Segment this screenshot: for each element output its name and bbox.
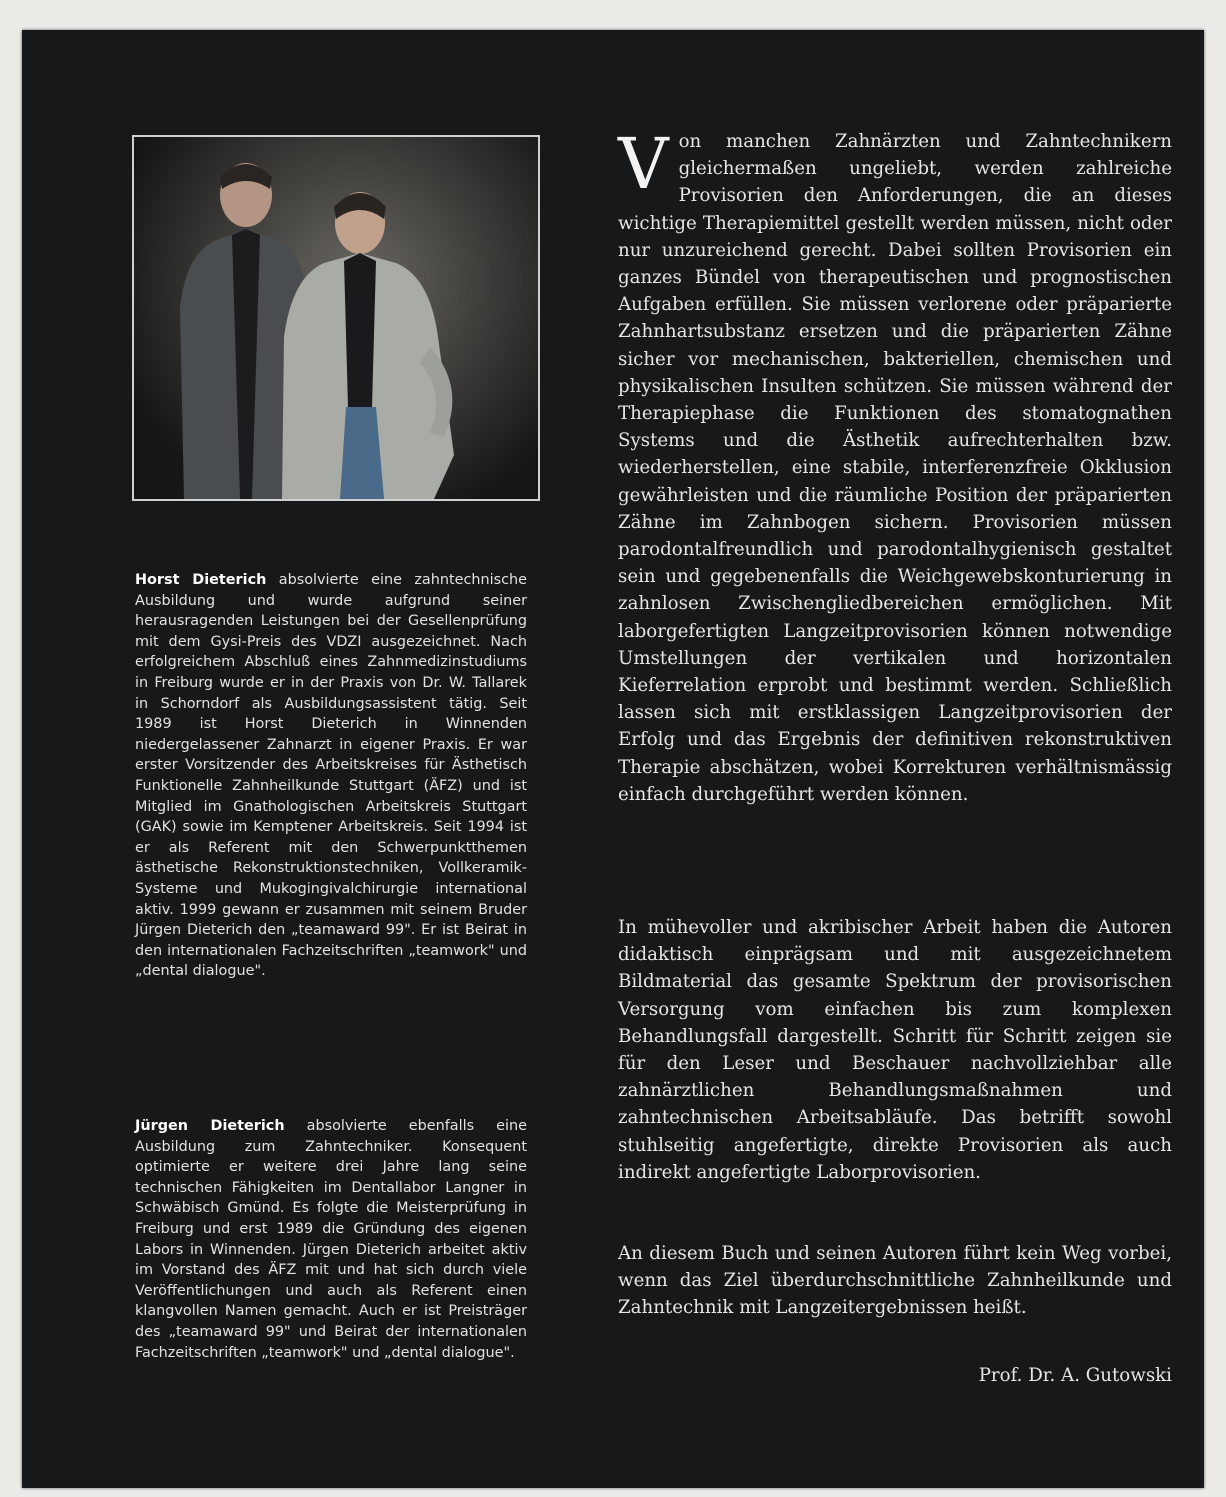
bio-juergen-name: Jürgen Dieterich	[135, 1118, 285, 1134]
author-photo-illustration	[134, 137, 538, 499]
bio-juergen-dieterich	[135, 1116, 527, 1363]
preface-paragraph-1-text: on manchen Zahnärzten und Zahntechnikern gleichermaßen ungeliebt, werden zahlreiche Provisorien den Anforderungen, die an dieses wichtige Therapiemittel gestellt werden müssen, nicht oder nur unzureichend gerecht. Dabei sollten Provisorien ein ganzes Bündel von therapeutischen und prognostischen Aufgaben erfüllen. Sie müssen verlorene oder präparierte Zahnhartsubstanz ersetzen und die präparierten Zähne sicher vor mechanischen, bakteriellen, chemischen und physikalischen Insulten schützen. Sie müssen während der Therapiephase die Funktionen des stomatognathen Systems und die Ästhetik aufrechterhalten bzw. wiederherstellen, eine stabile, interferenzfreie Okklusion gewährleisten und die räumliche Position der präparierten Zähne im Zahnbogen sichern. Provisorien müssen parodontalfreundlich und parodontalhygienisch gestaltet sein und gegebenenfalls die Weichgewebskonturierung in zahnlosen Zwischengliedbereichen ermöglichen. Mit laborgefertigten Langzeitprovisorien können notwendige Umstellungen der vertikalen und horizontalen Kieferrelation erprobt und bestimmt werden. Schließlich lassen sich mit erstklassigen Langzeitprovisorien der Erfolg und das Ergebnis der definitiven rekonstruktiven Therapie abschätzen, wobei Korrekturen verhältnismässig einfach durchgeführt werden können.	[618, 131, 1172, 805]
preface-signature: Prof. Dr. A. Gutowski	[978, 1365, 1172, 1386]
preface-paragraph-3: An diesem Buch und seinen Autoren führt kein Weg vorbei, wenn das Ziel überdurchschnittliche Zahnheilkunde und Zahntechnik mit Langzeitergebnissen heißt.	[618, 1243, 1172, 1319]
preface-paragraph-2: In mühevoller und akribischer Arbeit haben die Autoren didaktisch einprägsam und mit ausgezeichnetem Bildmaterial das gesamte Spektrum der provisorischen Versorgung vom einfachen bis zum komplexen Behandlungsfall dargestellt. Schritt für Schritt zeigen sie für den Leser und Beschauer nachvollziehbar alle zahnärztlichen Behandlungsmaßnahmen und zahntechnischen Arbeitsabläufe. Das betrifft sowohl stuhlseitig angefertigte, direkte Provisorien als auch indirekt angefertigte Laborprovisorien.	[618, 917, 1172, 1183]
bio-horst-text: absolvierte eine zahntechnische Ausbildung und wurde aufgrund seiner herausragenden Leistungen bei der Gesellenprüfung mit dem Gysi-Preis des VDZI ausgezeichnet. Nach erfolgreichem Abschluß eines Zahnmedizinstudiums in Freiburg wurde er in der Praxis von Dr. W. Tallarek in Schorndorf als Ausbildungsassistent tätig. Seit 1989 ist Horst Dieterich in Winnenden niedergelassener Zahnarzt in eigener Praxis. Er war erster Vorsitzender des Arbeitskreises für Ästhetisch Funktionelle Zahnheilkunde Stuttgart (ÄFZ) und ist Mitglied im Gnathologischen Arbeitskreis Stuttgart (GAK) sowie im Kemptener Arbeitskreis. Seit 1994 ist er als Referent mit den Schwerpunktthemen ästhetische Rekonstruktionstechniken, Vollkeramik-Systeme und Mukogingivalchirurgie international aktiv. 1999 gewann er zusammen mit seinem Bruder Jürgen Dieterich den „teamaward 99". Er ist Beirat in den internationalen Fachzeitschriften „teamwork" und „dental dialogue".	[135, 572, 527, 980]
bio-horst-name: Horst Dieterich	[135, 572, 267, 588]
dropcap-letter: V	[618, 123, 669, 205]
author-photo	[132, 135, 540, 501]
preface-paragraph-1	[618, 123, 1172, 808]
bio-juergen-text: absolvierte ebenfalls eine Ausbildung zum Zahntechniker. Konsequent optimierte er weitere drei Jahre lang seine technischen Fähigkeiten im Dentallabor Langner in Schwäbisch Gmünd. Es folgte die Meisterprüfung in Freiburg und erst 1989 die Gründung des eigenen Labors in Winnenden. Jürgen Dieterich arbeitet aktiv im Vorstand des ÄFZ mit und hat sich durch viele Veröffentlichungen und auch als Referent einen klangvollen Namen gemacht. Auch er ist Preisträger des „teamaward 99" und Beirat der internationalen Fachzeitschriften „teamwork" und „dental dialogue".	[135, 1118, 527, 1361]
bio-horst-dieterich	[135, 570, 527, 982]
